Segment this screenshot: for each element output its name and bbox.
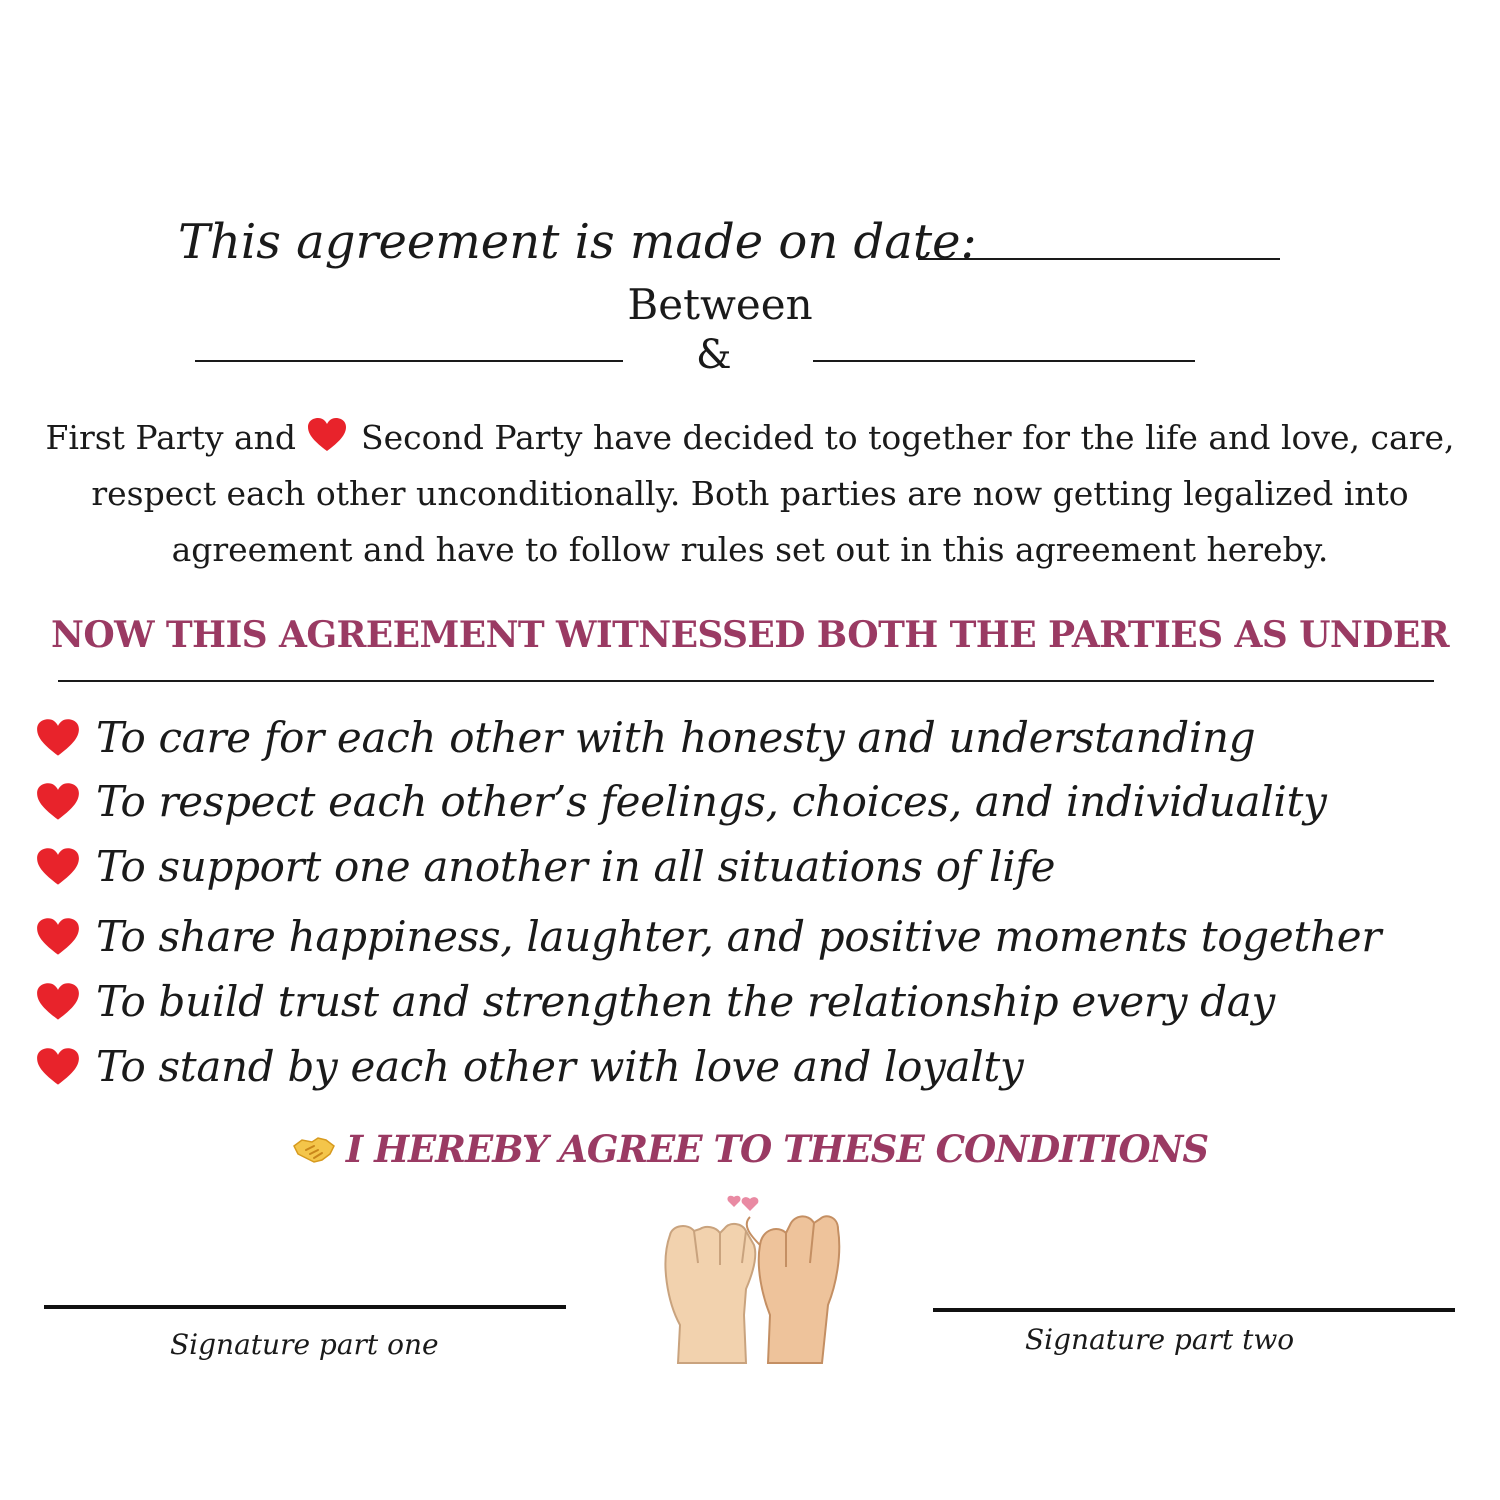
- signature-label-part-one: Signature part one: [170, 1328, 439, 1361]
- first-party-text: First Party and: [45, 418, 297, 457]
- handshake-icon: [292, 1132, 336, 1166]
- red-heart-icon: [36, 917, 80, 957]
- intro-line3: agreement and have to follow rules set out in this agreement hereby.: [171, 530, 1329, 569]
- intro-line1-rest: Second Party have decided to together for the life and love, care,: [350, 418, 1455, 457]
- red-heart-icon: [36, 1047, 80, 1087]
- second-party-name-field[interactable]: [813, 360, 1195, 362]
- red-heart-icon: [36, 847, 80, 887]
- red-heart-icon: [307, 417, 347, 453]
- rule-item: [36, 706, 1255, 770]
- agree-statement: [0, 1124, 1500, 1174]
- rule-item: [36, 905, 1381, 969]
- ampersand: &: [696, 332, 732, 378]
- section-divider: [58, 680, 1434, 682]
- red-heart-icon: [36, 718, 80, 758]
- rule-item: [36, 835, 1055, 899]
- rule-text: To stand by each other with love and loyalty: [96, 1042, 1024, 1091]
- pinky-promise-illustration: [650, 1185, 850, 1370]
- signature-label-part-two: Signature part two: [1025, 1323, 1295, 1356]
- signature-line-part-one[interactable]: [44, 1305, 566, 1309]
- rule-text: To share happiness, laughter, and positive moments together: [96, 912, 1382, 961]
- first-party-name-field[interactable]: [195, 360, 623, 362]
- rule-text: To respect each other’s feelings, choices, and individuality: [96, 777, 1327, 826]
- rule-text: To support one another in all situations of life: [96, 842, 1056, 891]
- intro-paragraph: [18, 410, 1482, 578]
- rule-item: [36, 1035, 1023, 1099]
- intro-line2: respect each other unconditionally. Both parties are now getting legalized into: [91, 474, 1409, 513]
- agree-text: I HEREBY AGREE TO THESE CONDITIONS: [345, 1127, 1209, 1171]
- red-heart-icon: [36, 782, 80, 822]
- signature-line-part-two[interactable]: [933, 1308, 1455, 1312]
- date-blank-field[interactable]: [918, 258, 1280, 260]
- date-label: This agreement is made on date:: [178, 214, 977, 270]
- red-heart-icon: [36, 982, 80, 1022]
- rule-item: [36, 770, 1327, 834]
- between-label: Between: [627, 280, 813, 329]
- section-heading: NOW THIS AGREEMENT WITNESSED BOTH THE PARTIES AS UNDER: [51, 614, 1449, 656]
- rule-text: To build trust and strengthen the relationship every day: [96, 977, 1275, 1026]
- rule-text: To care for each other with honesty and understanding: [96, 713, 1256, 762]
- rule-item: [36, 970, 1275, 1034]
